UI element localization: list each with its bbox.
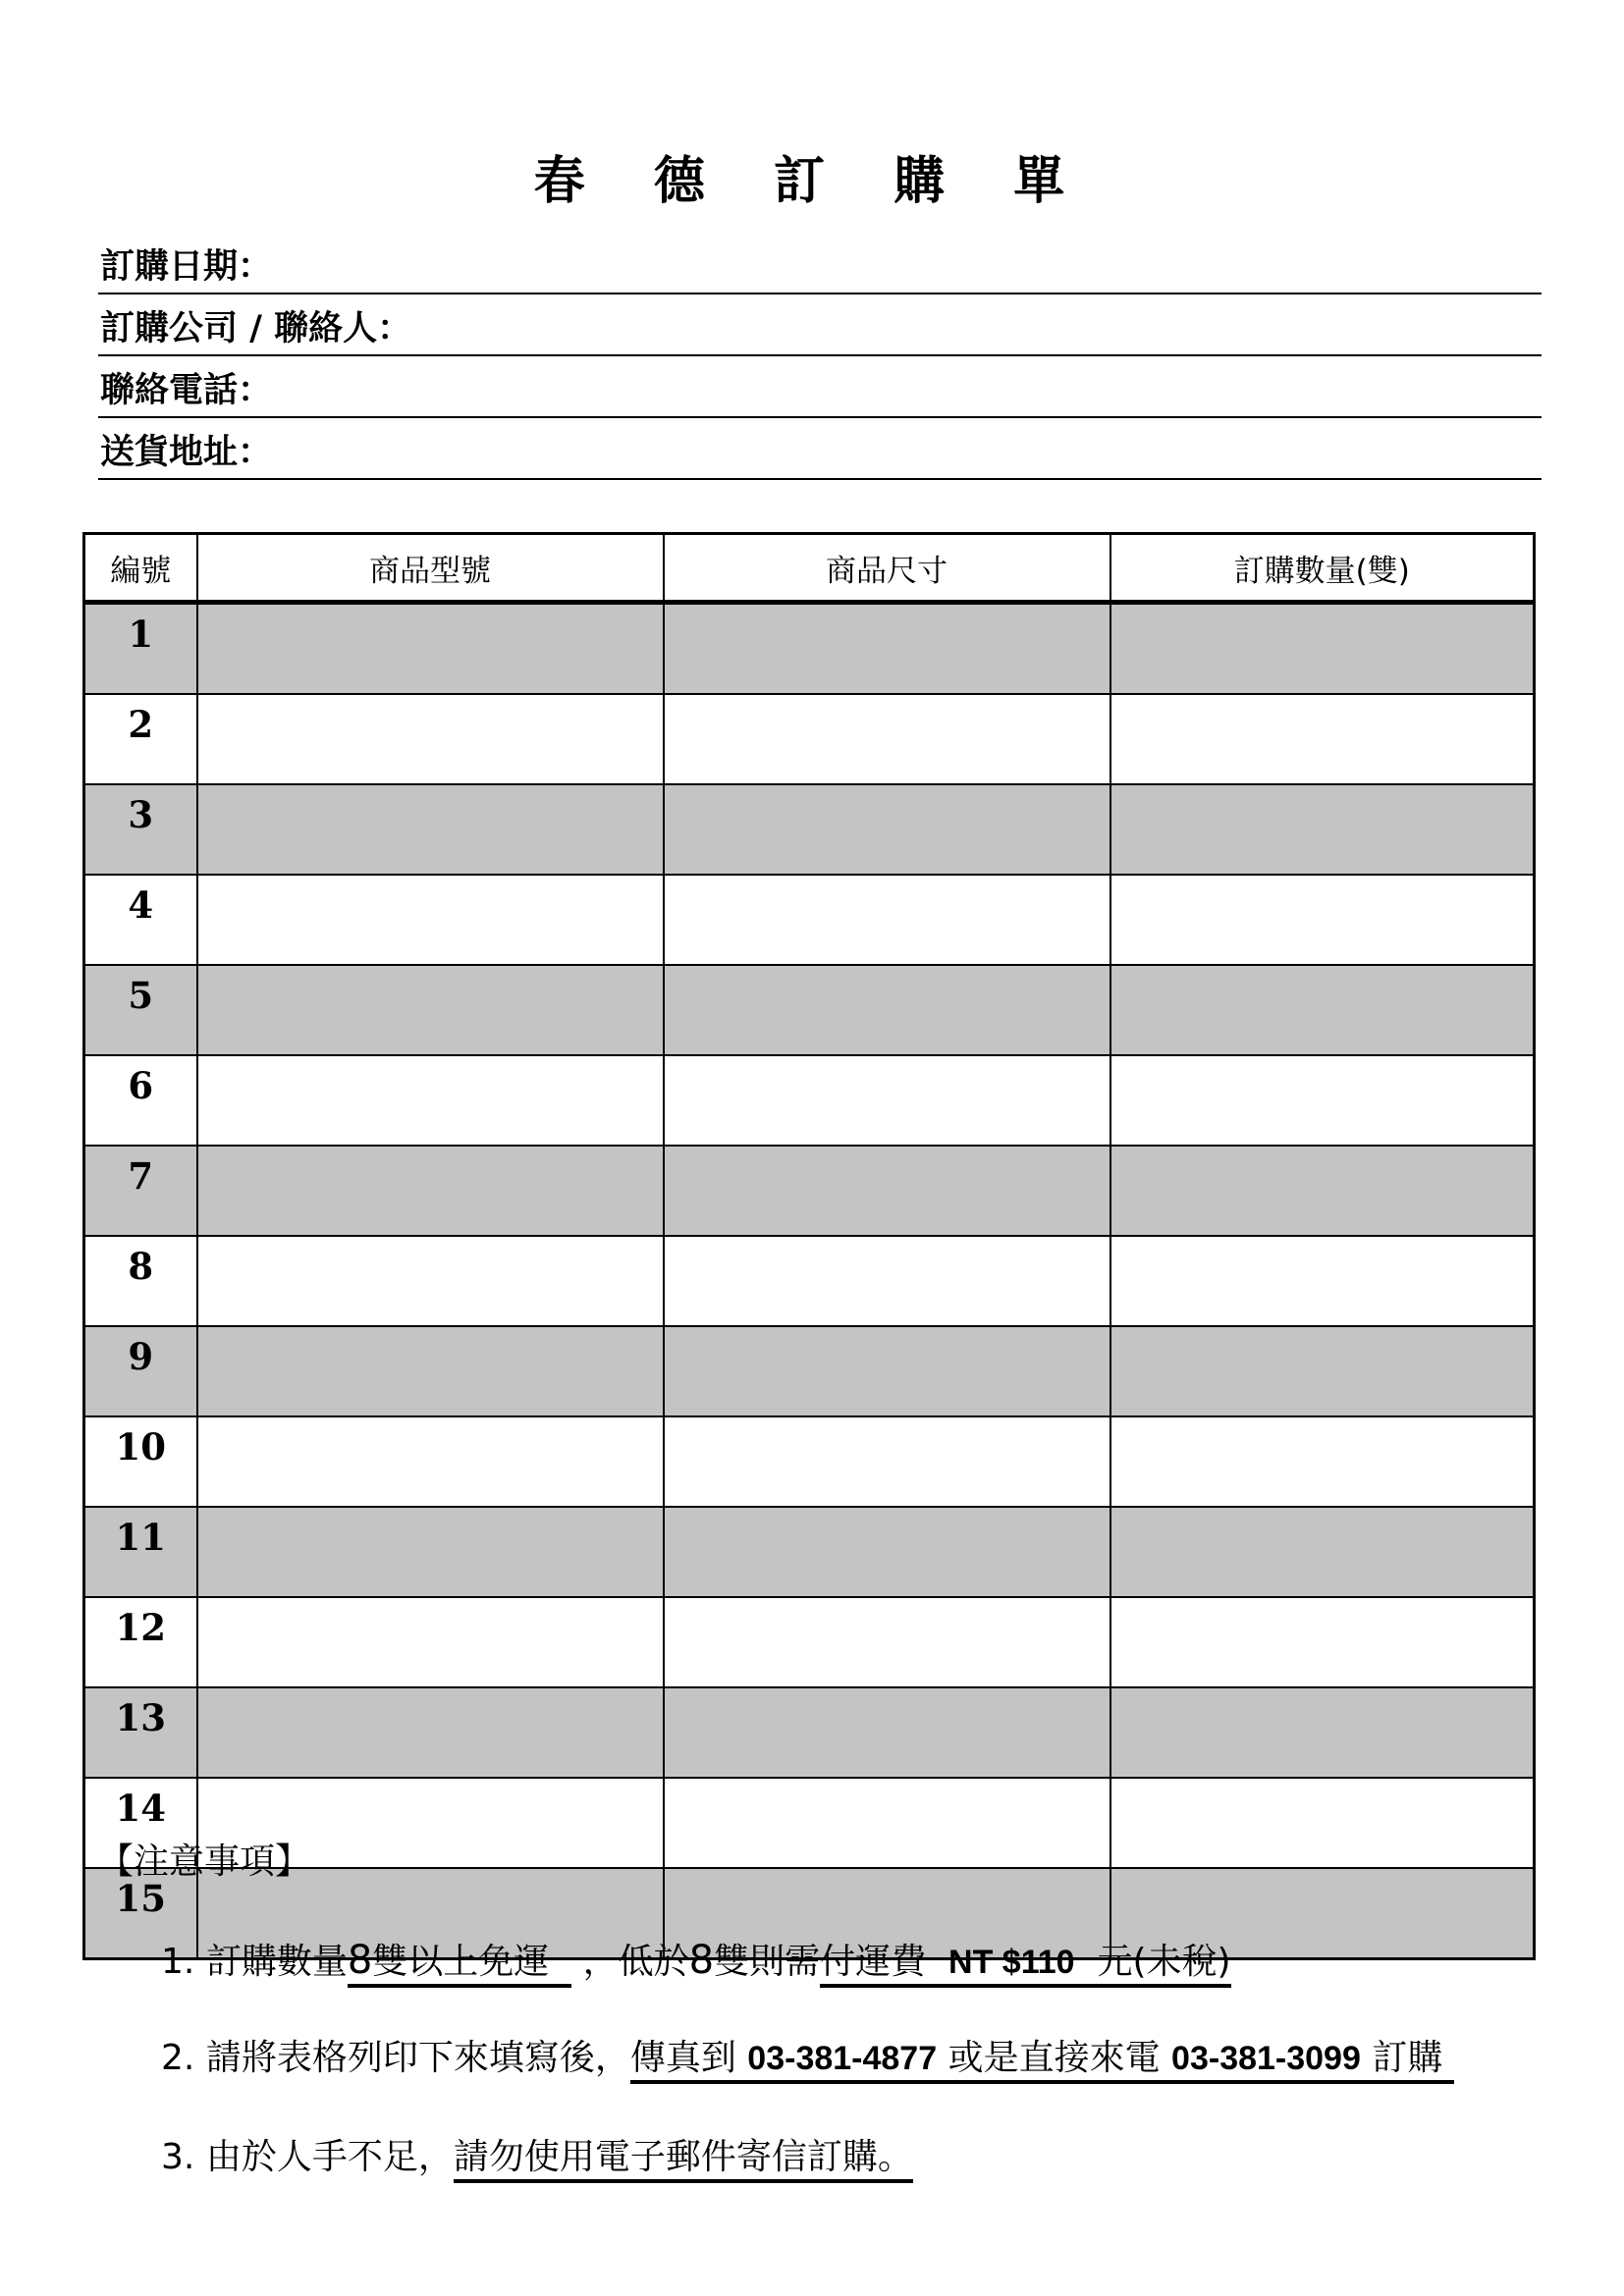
row-number: 7 [84, 1146, 197, 1236]
size-cell[interactable] [664, 603, 1110, 695]
row-number: 2 [84, 694, 197, 784]
order-table [82, 532, 1536, 1960]
row-number: 5 [84, 965, 197, 1055]
model-cell[interactable] [197, 603, 664, 695]
header-number: 編號 [84, 534, 197, 603]
note-2-phone-number: 03-381-3099 [1171, 2040, 1361, 2077]
quantity-cell[interactable] [1110, 1687, 1535, 1778]
table-row [84, 1146, 1535, 1236]
table-row [84, 784, 1535, 875]
company-contact-field[interactable] [98, 297, 1542, 356]
table-row [84, 1597, 1535, 1687]
model-cell[interactable] [197, 694, 664, 784]
model-cell[interactable] [197, 1055, 664, 1146]
size-cell[interactable] [664, 1055, 1110, 1146]
quantity-cell[interactable] [1110, 1055, 1535, 1146]
quantity-cell[interactable] [1110, 1778, 1535, 1868]
size-cell[interactable] [664, 1597, 1110, 1687]
order-date-field[interactable] [98, 236, 1542, 294]
form-title: 春 德 訂 購 單 [533, 152, 1091, 211]
note-1-fee-amount: NT $110 [948, 1944, 1075, 1981]
note-1-text-c: ，低於 [582, 1942, 689, 1982]
note-1-shipping-fee [820, 1942, 1230, 1988]
note-2-text-a: 請將表格列印下來填寫後， [205, 2038, 630, 2078]
table-row [84, 603, 1535, 695]
order-date-label: 訂購日期： [100, 247, 273, 287]
row-number: 1 [84, 603, 197, 695]
model-cell[interactable] [197, 784, 664, 875]
note-2-order-text: 訂購 [1372, 2038, 1443, 2078]
table-row [84, 1236, 1535, 1326]
quantity-cell[interactable] [1110, 603, 1535, 695]
size-cell[interactable] [664, 1326, 1110, 1416]
note-1-number: 1. [161, 1942, 195, 1982]
note-1-threshold: 8 [347, 1938, 373, 1983]
company-contact-label: 訂購公司 / 聯絡人： [100, 309, 412, 348]
size-cell[interactable] [664, 1507, 1110, 1597]
quantity-cell[interactable] [1110, 875, 1535, 965]
table-row [84, 1507, 1535, 1597]
size-cell[interactable] [664, 875, 1110, 965]
note-1-fee-unit: 元(未稅) [1097, 1942, 1231, 1982]
row-number: 12 [84, 1597, 197, 1687]
size-cell[interactable] [664, 1778, 1110, 1868]
table-row [84, 1326, 1535, 1416]
size-cell[interactable] [664, 1687, 1110, 1778]
table-row [84, 875, 1535, 965]
quantity-cell[interactable] [1110, 1416, 1535, 1507]
header-model: 商品型號 [197, 534, 664, 603]
notes-heading: 【注意事項】 [98, 1842, 311, 1882]
phone-field[interactable] [98, 359, 1542, 418]
row-number: 11 [84, 1507, 197, 1597]
size-cell[interactable] [664, 1146, 1110, 1236]
quantity-cell[interactable] [1110, 1597, 1535, 1687]
table-row [84, 1055, 1535, 1146]
model-cell[interactable] [197, 875, 664, 965]
table-row [84, 965, 1535, 1055]
note-1-text-e: 雙則需 [714, 1942, 821, 1982]
note-2-call-label: 或是直接來電 [947, 2038, 1161, 2078]
note-2-contact [630, 2038, 1454, 2084]
quantity-cell[interactable] [1110, 1236, 1535, 1326]
model-cell[interactable] [197, 1507, 664, 1597]
note-item-2 [161, 2034, 1454, 2083]
note-2-number: 2. [161, 2038, 195, 2078]
note-1-text-a: 訂購數量 [205, 1942, 348, 1982]
quantity-cell[interactable] [1110, 965, 1535, 1055]
note-1-fee-label: 付運費 [820, 1942, 927, 1982]
note-1-free-shipping [347, 1938, 571, 1988]
model-cell[interactable] [197, 1597, 664, 1687]
note-item-1 [161, 1936, 1231, 1987]
note-3-text-a: 由於人手不足， [205, 2137, 454, 2177]
model-cell[interactable] [197, 1687, 664, 1778]
row-number: 9 [84, 1326, 197, 1416]
model-cell[interactable] [197, 965, 664, 1055]
table-row [84, 1416, 1535, 1507]
row-number: 3 [84, 784, 197, 875]
note-1-threshold-2: 8 [688, 1938, 715, 1983]
table-header-row [84, 534, 1535, 603]
size-cell[interactable] [664, 784, 1110, 875]
table-row [84, 694, 1535, 784]
quantity-cell[interactable] [1110, 784, 1535, 875]
note-2-fax-number: 03-381-4877 [747, 2040, 938, 2077]
row-number: 6 [84, 1055, 197, 1146]
address-field[interactable] [98, 421, 1542, 480]
size-cell[interactable] [664, 694, 1110, 784]
row-number: 4 [84, 875, 197, 965]
row-number: 8 [84, 1236, 197, 1326]
row-number: 14 [84, 1778, 197, 1868]
note-1-free-shipping-text: 雙以上免運 [372, 1942, 550, 1982]
size-cell[interactable] [664, 1416, 1110, 1507]
row-number: 10 [84, 1416, 197, 1507]
note-3-number: 3. [161, 2137, 195, 2177]
header-quantity: 訂購數量(雙) [1110, 534, 1535, 603]
quantity-cell[interactable] [1110, 694, 1535, 784]
size-cell[interactable] [664, 1236, 1110, 1326]
note-item-3 [161, 2133, 913, 2182]
address-label: 送貨地址： [100, 433, 273, 472]
quantity-cell[interactable] [1110, 1326, 1535, 1416]
quantity-cell[interactable] [1110, 1507, 1535, 1597]
model-cell[interactable] [197, 1326, 664, 1416]
header-size: 商品尺寸 [664, 534, 1110, 603]
model-cell[interactable] [197, 1416, 664, 1507]
row-number: 15 [84, 1868, 197, 1959]
phone-label: 聯絡電話： [100, 371, 273, 410]
row-number: 13 [84, 1687, 197, 1778]
size-cell[interactable] [664, 965, 1110, 1055]
quantity-cell[interactable] [1110, 1146, 1535, 1236]
model-cell[interactable] [197, 1236, 664, 1326]
note-3-no-email: 請勿使用電子郵件寄信訂購。 [454, 2137, 913, 2183]
model-cell[interactable] [197, 1146, 664, 1236]
table-row [84, 1687, 1535, 1778]
note-2-fax-label: 傳真到 [629, 2038, 736, 2078]
